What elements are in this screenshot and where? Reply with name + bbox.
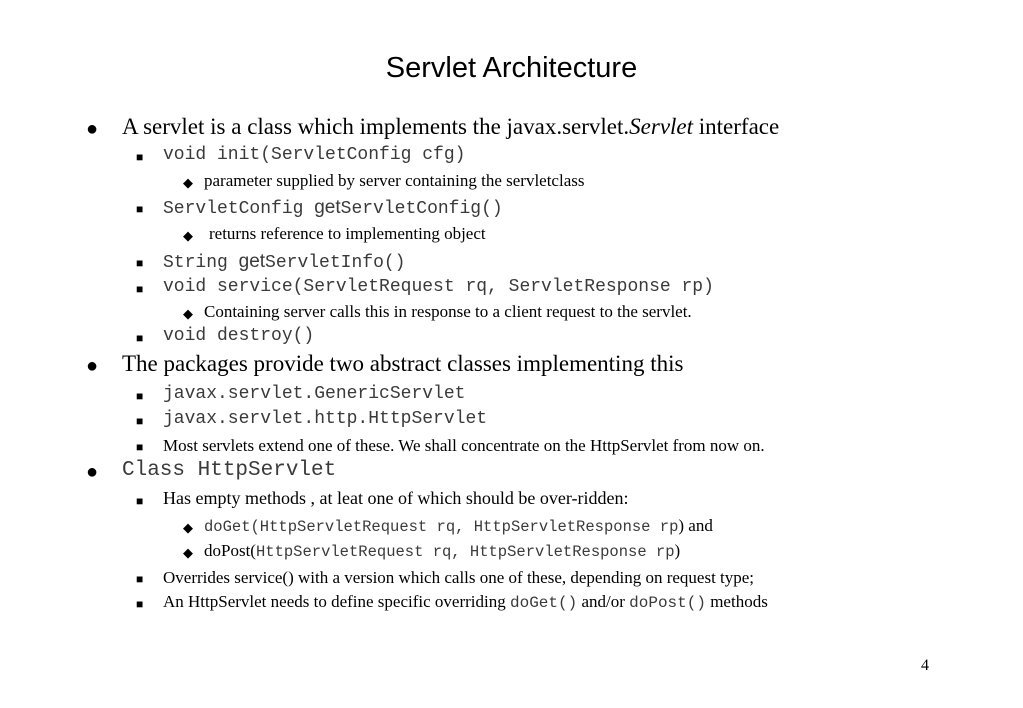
getservletinfo-type: String <box>163 253 239 273</box>
overrides-note: Overrides service() with a version which calls one of these, depending on request type; <box>163 568 755 587</box>
packages-note: Most servlets extend one of these. We shall concentrate on the HttpServlet from now on. <box>163 436 765 455</box>
bullet-square-icon: ■ <box>136 572 144 586</box>
bullet-square-icon: ■ <box>136 494 144 508</box>
bullet-square-icon: ■ <box>136 256 144 270</box>
getservletinfo-get: get <box>238 251 266 272</box>
bullet-square-icon: ■ <box>136 150 144 164</box>
dopost-head: doPost( <box>204 541 256 560</box>
define-text-c: and/or <box>577 592 630 611</box>
define-dopost: doPost() <box>629 594 706 612</box>
dopost-tail: ) <box>674 541 681 560</box>
bullet-square-icon: ■ <box>136 414 144 428</box>
define-methods-note <box>163 592 768 612</box>
package-httpservlet <box>163 409 487 429</box>
dopost-signature: HttpServletRequest rq, HttpServletResponse rp <box>255 543 675 561</box>
service-signature: void service(ServletRequest rq, ServletResponse rp) <box>163 277 714 297</box>
define-doget: doGet() <box>509 594 578 612</box>
getservletconfig-name: ServletConfig() <box>340 199 503 219</box>
package-genericservlet <box>163 384 465 404</box>
method-getservletconfig <box>163 197 503 219</box>
getservletconfig-type: ServletConfig <box>163 199 315 219</box>
service-note: Containing server calls this in response to a client request to the servlet. <box>204 302 692 321</box>
method-service <box>163 277 714 297</box>
define-text-e: methods <box>705 592 768 611</box>
method-dopost <box>204 541 680 561</box>
servlet-definition-tail: interface <box>693 114 780 139</box>
bullet-square-icon: ■ <box>136 597 144 611</box>
bullet-diamond-icon: ◆ <box>183 520 193 535</box>
bullet-packages: The packages provide two abstract classes implementing this <box>122 351 684 376</box>
bullet-square-icon: ■ <box>136 440 144 454</box>
empty-methods-note: Has empty methods , at leat one of which should be over-ridden: <box>163 488 629 508</box>
bullet-square-icon: ■ <box>136 389 144 403</box>
init-signature: void init(ServletConfig cfg) <box>163 145 466 165</box>
bullet-diamond-icon: ◆ <box>183 545 193 560</box>
bullet-square-icon: ■ <box>136 202 144 216</box>
genericservlet-name: javax.servlet.GenericServlet <box>163 384 466 404</box>
method-getservletinfo <box>163 251 405 273</box>
slide-title: Servlet Architecture <box>385 52 638 84</box>
bullet-square-icon: ■ <box>136 282 144 296</box>
method-doget <box>204 516 713 536</box>
doget-tail: ) and <box>678 516 713 535</box>
bullet-square-icon: ■ <box>136 331 144 345</box>
define-text-a: An HttpServlet needs to define specific overriding <box>163 592 510 611</box>
bullet-class-httpservlet <box>122 459 336 482</box>
servlet-interface-name: Servlet <box>629 114 694 139</box>
class-httpservlet-text: Class HttpServlet <box>122 459 337 482</box>
bullet-dot-icon: ● <box>86 118 99 140</box>
bullet-dot-icon: ● <box>86 355 99 377</box>
destroy-signature: void destroy() <box>163 326 315 346</box>
getservletconfig-get: get <box>314 197 341 218</box>
bullet-diamond-icon: ◆ <box>183 228 193 243</box>
bullet-diamond-icon: ◆ <box>183 306 193 321</box>
httpservlet-name: javax.servlet.http.HttpServlet <box>163 409 488 429</box>
page-number: 4 <box>921 657 929 674</box>
bullet-dot-icon: ● <box>86 461 99 483</box>
bullet-diamond-icon: ◆ <box>183 175 193 190</box>
method-destroy <box>163 326 314 346</box>
method-init <box>163 145 465 165</box>
doget-signature: doGet(HttpServletRequest rq, HttpServletResponse rp <box>204 518 679 536</box>
init-note: parameter supplied by server containing the servletclass <box>204 171 585 190</box>
getservletinfo-name: ServletInfo() <box>265 253 406 273</box>
getservletconfig-note: returns reference to implementing object <box>209 224 486 243</box>
servlet-definition-text: A servlet is a class which implements the javax.servlet. <box>122 114 630 139</box>
bullet-servlet-definition <box>122 114 779 140</box>
